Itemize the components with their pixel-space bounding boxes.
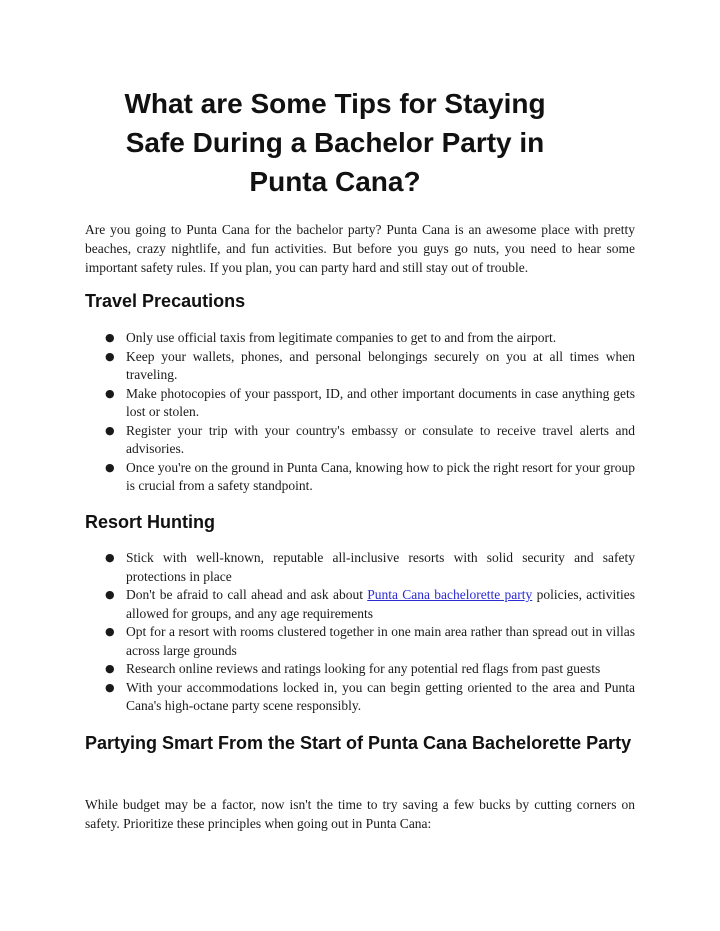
bullet-icon: ●	[105, 423, 115, 437]
list-item-text: Make photocopies of your passport, ID, and other important documents in case anything gets lost or stolen.	[126, 385, 635, 419]
list-item-text	[126, 587, 635, 621]
list-item-text-before: Don't be afraid to call ahead and ask about	[126, 587, 368, 602]
bullet-icon: ●	[105, 551, 115, 564]
travel-precautions-list	[85, 329, 635, 496]
bullet-icon: ●	[105, 349, 115, 363]
resort-hunting-list	[85, 549, 635, 716]
list-item	[85, 549, 635, 586]
bullet-icon: ●	[105, 460, 115, 474]
section-heading-travel-precautions: Travel Precautions	[85, 291, 246, 311]
bullet-icon: ●	[105, 588, 115, 601]
partying-smart-paragraph: While budget may be a factor, now isn't the time to try saving a few bucks by cutting corners on safety. Prioritize these principles when going out in Punta Cana:	[85, 797, 635, 831]
bullet-icon: ●	[105, 625, 115, 638]
bullet-icon: ●	[105, 331, 115, 344]
list-item-text: Opt for a resort with rooms clustered together in one main area rather than spread out in villas across large grounds	[126, 624, 635, 658]
list-item-text: With your accommodations locked in, you can begin getting oriented to the area and Punta Cana's high-octane party scene responsibly.	[126, 679, 635, 713]
list-item	[85, 586, 635, 623]
list-item	[85, 422, 635, 459]
list-item-text: Stick with well-known, reputable all-inclusive resorts with solid security and safety protections in place	[126, 550, 635, 584]
list-item-text: Once you're on the ground in Punta Cana, knowing how to pick the right resort for your group is crucial from a safety standpoint.	[126, 459, 635, 493]
list-item-text-after: policies, activities allowed for groups, and any age requirements	[126, 587, 635, 621]
title-line: Safe During a Bachelor Party in	[125, 127, 545, 158]
list-item	[85, 348, 635, 385]
title-line: What are Some Tips for Staying	[124, 88, 546, 119]
list-item-text: Only use official taxis from legitimate companies to get to and from the airport.	[126, 330, 557, 345]
title-line: Punta Cana?	[249, 166, 421, 197]
section-heading-resort-hunting: Resort Hunting	[85, 512, 215, 532]
list-item-text: Keep your wallets, phones, and personal belongings securely on you at all times when traveling.	[126, 348, 635, 382]
list-item	[85, 329, 635, 348]
list-item	[85, 459, 635, 496]
section-heading-partying-smart: Partying Smart From the Start of Punta Cana Bachelorette Party	[85, 733, 632, 753]
page-title	[0, 84, 670, 201]
bullet-icon: ●	[105, 680, 115, 694]
list-item-text: Research online reviews and ratings looking for any potential red flags from past guests	[126, 661, 601, 676]
list-item	[85, 679, 635, 716]
list-item-text: Register your trip with your country's embassy or consulate to receive travel alerts and advisories.	[126, 422, 635, 456]
list-item	[85, 385, 635, 422]
intro-paragraph: Are you going to Punta Cana for the bachelor party? Punta Cana is an awesome place with pretty beaches, crazy nightlife, and fun activities. But before you guys go nuts, you need to hear some important safety rules. If you plan, you can party hard and still stay out of trouble.	[85, 222, 635, 275]
list-item	[85, 623, 635, 660]
list-item	[85, 660, 635, 679]
bullet-icon: ●	[105, 662, 115, 675]
bullet-icon: ●	[105, 386, 115, 400]
punta-cana-bachelorette-party-link[interactable]: Punta Cana bachelorette party	[367, 587, 533, 602]
